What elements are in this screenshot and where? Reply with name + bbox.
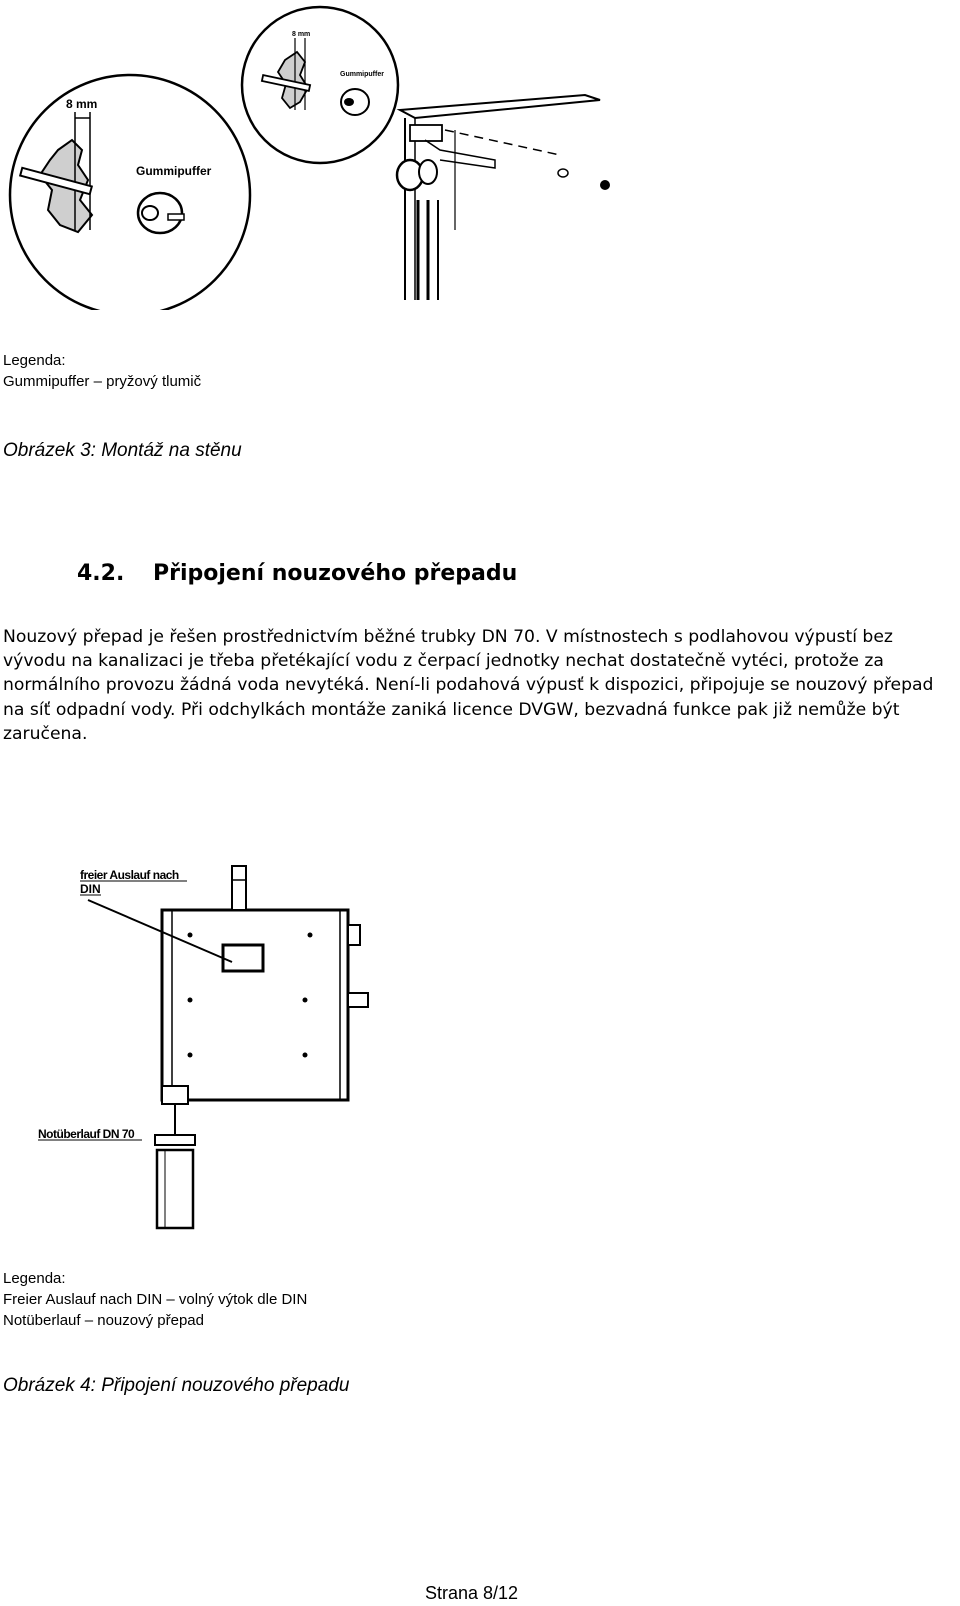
- figure4-caption: Obrázek 4: Připojení nouzového přepadu: [3, 1375, 350, 1396]
- detail-circle-small: [242, 7, 398, 163]
- label-din: DIN: [80, 882, 101, 896]
- label-gummipuffer-small: Gummipuffer: [340, 71, 384, 78]
- figure-wall-mounting: [0, 0, 640, 310]
- detail-circle-large: [10, 75, 250, 310]
- unit-body: [162, 910, 348, 1100]
- legend-item: Freier Auslauf nach DIN – volný výtok dle DIN: [3, 1291, 308, 1308]
- section-title: Připojení nouzového přepadu: [153, 561, 518, 586]
- label-notueberlauf: Notüberlauf DN 70: [38, 1127, 135, 1141]
- rubber-buffer-small: [341, 89, 369, 115]
- label-gummipuffer-large: Gummipuffer: [136, 164, 212, 178]
- dn70-pipe: [155, 1135, 195, 1228]
- free-outlet-opening: [223, 945, 263, 971]
- figure3-caption: Obrázek 3: Montáž na stěnu: [3, 440, 242, 461]
- figure3-legend: [3, 350, 201, 392]
- cabinet-frame: [400, 95, 600, 300]
- top-connector: [232, 866, 246, 910]
- figure4-legend: [3, 1268, 307, 1331]
- legend-title: Legenda:: [3, 1270, 66, 1287]
- section-number: 4.2.: [77, 561, 125, 586]
- label-8mm-large: 8 mm: [66, 97, 98, 111]
- page-number: Strana 8/12: [425, 1583, 519, 1603]
- legend-item: Notüberlauf – nouzový přepad: [3, 1312, 204, 1329]
- figure-emergency-overflow: [0, 850, 420, 1230]
- mount-bolt-assembly: [397, 160, 610, 190]
- legend-title: Legenda:: [3, 352, 66, 369]
- section-heading: [77, 561, 517, 586]
- legend-item: Gummipuffer – pryžový tlumič: [3, 373, 202, 390]
- label-8mm-small: 8 mm: [292, 31, 311, 38]
- rubber-buffer-large: [138, 193, 184, 233]
- section-paragraph: [3, 625, 957, 746]
- label-freier-auslauf: freier Auslauf nach: [80, 868, 179, 882]
- overflow-outlet: [162, 1086, 188, 1104]
- paragraph-text: Nouzový přepad je řešen prostřednictvím běžné trubky DN 70. V místnostech s podlahovou výpustí bez vývodu na kanalizaci je třeba přetékající vodu z čerpací jednotky nechat dostatečně vytéci, protože za normálního provozu žádná voda nevytéká. Není-li podahová výpusť k dispozici, připojuje se nouzový přepad na síť odpadní vody. Při odchylkách montáže zaniká licence DVGW, bezvadná funkce pak již nemůže být zaručena.: [3, 627, 934, 744]
